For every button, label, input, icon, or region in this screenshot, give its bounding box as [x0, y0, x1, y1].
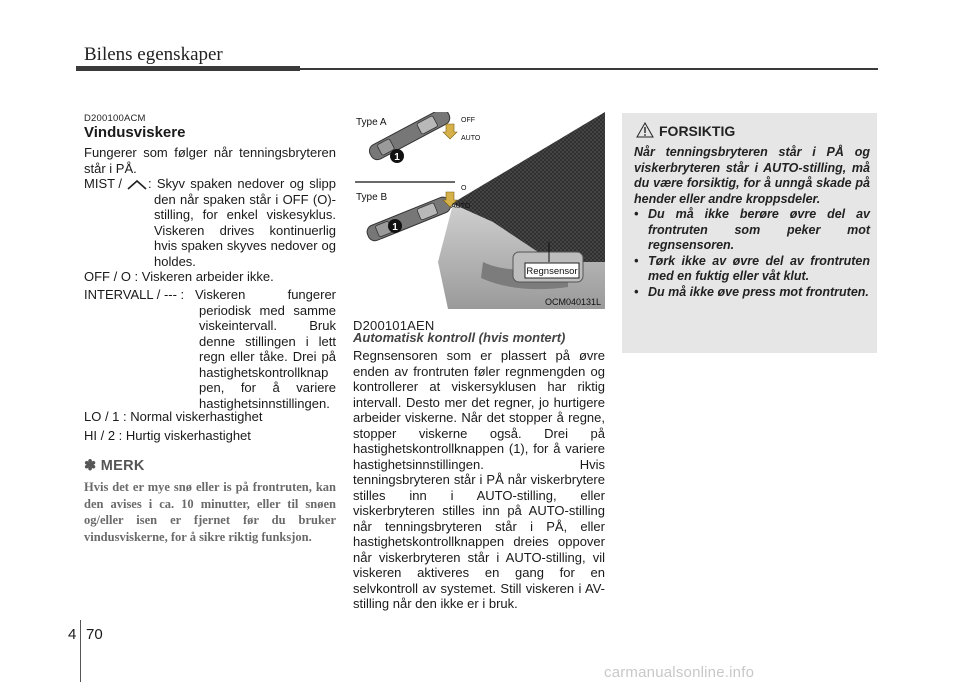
- page-number: 70: [86, 626, 103, 643]
- mode-desc: Viskeren fungerer periodisk med samme viskeintervall. Bruk denne stillingen i lett regn eller tåke. Drei på hastighetskontrollknap pen, for å variere hastighetsinnstillingen.: [195, 287, 336, 411]
- intro-text: Fungerer som følger når tenningsbryteren står i PÅ.: [84, 145, 336, 176]
- type-a-label: Type A: [356, 117, 387, 128]
- wiper-mode-list: [84, 176, 336, 466]
- off-label: OFF: [461, 117, 475, 124]
- mode-term: HI / 2 : Hurtig viskerhastighet: [84, 428, 251, 443]
- section-heading: Vindusviskere: [84, 124, 186, 141]
- section-heading: Automatisk kontroll (hvis montert): [353, 330, 566, 345]
- mode-term: MIST /: [84, 176, 123, 191]
- mode-term: OFF / O : Viskeren arbeider ikke.: [84, 269, 274, 284]
- type-b-label: Type B: [356, 192, 388, 203]
- mode-term: LO / 1 : Normal viskerhastighet: [84, 409, 263, 424]
- header-rule-thin: [300, 68, 878, 70]
- auto-label-b: AUTO: [451, 203, 471, 210]
- mode-desc: : Skyv spaken nedover og slipp den når spaken står i OFF (O)-stilling, for enkel viskesyklus. Viskeren drives kontinuerlig hvis spaken skyves nedover og holdes.: [148, 176, 336, 269]
- note-body: Hvis det er mye snø eller is på frontruten, kan den avises i ca. 10 minutter, eller til snøen og/eller isen er fjernet før du bruker vindusviskerne, for å sikre riktig funksjon.: [84, 480, 336, 544]
- wiper-up-chevron-icon: [126, 179, 148, 191]
- svg-text:1: 1: [394, 152, 400, 163]
- caution-bullet: • Du må ikke berøre øvre del av frontruten som peker mot regnsensoren.: [634, 207, 870, 252]
- page-header-title: Bilens egenskaper: [84, 44, 223, 65]
- auto-label-a: AUTO: [461, 135, 481, 142]
- section-code: D200101AEN: [353, 318, 435, 333]
- site-watermark[interactable]: carmanualsonline.info: [604, 664, 755, 681]
- note-heading: ✽ MERK: [84, 458, 145, 474]
- rain-sensor-label: Regnsensor: [526, 266, 578, 277]
- header-rule-thick: [76, 66, 300, 71]
- footer-divider: [80, 620, 81, 682]
- wiper-figure: [353, 112, 605, 309]
- mode-term: INTERVALL / --- :: [84, 287, 185, 302]
- caution-intro: Når tenningsbryteren står i PÅ og viskerbryteren står i AUTO-stilling, må du være forsiktig, for å unngå skade på hender eller andre kroppsdeler.: [634, 145, 870, 206]
- caution-bullet: • Tørk ikke av øvre del av frontruten med en fuktig eller våt klut.: [634, 253, 870, 283]
- section-code: D200100ACM: [84, 113, 146, 124]
- section-body: Regnsensoren som er plassert på øvre enden av frontruten føler regnmengden og kontrollerer at viskersyklusen har riktig intervall. Desto mer det regner, jo hurtigere arbeider viskerne. Når det stopper å regne, stopper viskerne også. Drei på hastighetskontrollknappen (1), for å variere hastighetsinnstillingen. Hvis tenningsbryteren står i PÅ når viskerbrytere stilles inn i AUTO-stilling, eller viskerbryteren stilles inn på AUTO-stilling når tenningsbryteren står i PÅ, eller hastighetskontrollknappen dreies oppover når viskerbryteren står i AUTO-stilling, vil viskeren aktiveres en gang for en selvkontroll av systemet. Still viskeren i AV-stilling når den ikke er i bruk.: [353, 348, 605, 611]
- caution-text: [634, 145, 870, 300]
- caution-title: FORSIKTIG: [659, 123, 736, 139]
- svg-text:1: 1: [392, 222, 398, 233]
- caution-bullet: • Du må ikke øve press mot frontruten.: [634, 284, 869, 299]
- figure-code: OCM040131L: [544, 297, 601, 307]
- o-label: O: [461, 185, 467, 192]
- wiper-illustration: [353, 112, 605, 309]
- chapter-number: 4: [68, 626, 77, 643]
- warning-triangle-icon: [636, 122, 654, 138]
- caution-box: [622, 113, 877, 353]
